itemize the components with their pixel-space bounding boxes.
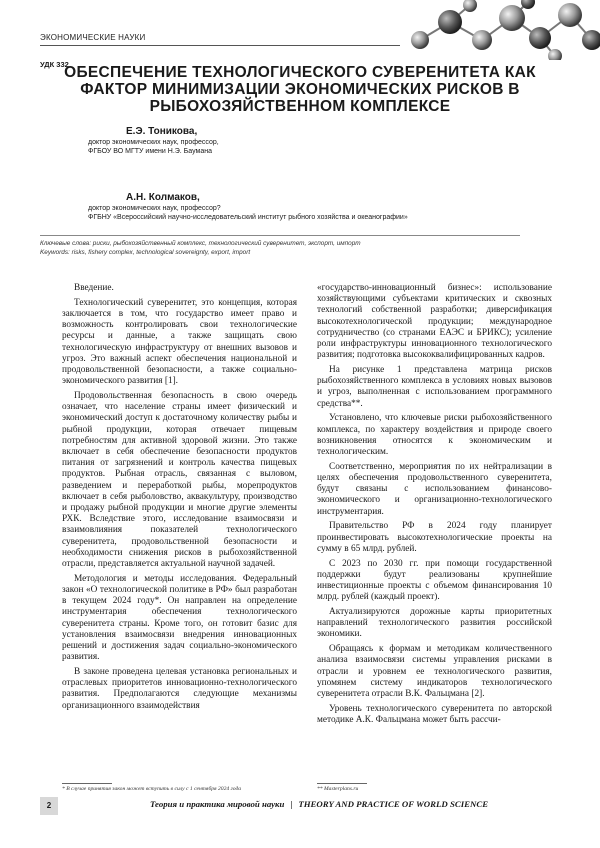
journal-name-ru: Теория и практика мировой науки — [150, 799, 285, 809]
molecule-decoration-image — [400, 0, 600, 60]
paragraph: Обращаясь к формам и методикам количественного анализа взаимосвязи системы управления рисками в отрасли и уровнем ее технологического развития, упомянем систему индикаторов технологического суверенитета отрасли В.К. Фальцмана [2]. — [317, 644, 552, 700]
paragraph: «государство-инновационный бизнес»: использование хозяйствующими субъектами критических и сквозных технологий собственной разработки; диверсификация высокотехнологической продукции; международное сотрудничество (со странами ЕАЭС и БРИКС); усиление роли инфраструктуры инновационного технологического развития; подготовка высококвалифицированных кадров. — [317, 283, 552, 361]
author-2-degree: доктор экономических наук, профессор? — [88, 204, 221, 212]
paragraph: Технологический суверенитет, это концепция, которая заключается в том, что государство имеет право и возможность контролировать свои технологические ресурсы и данные, а также защищать свою технологическую инфраструктуру от внешних вызовов и угроз. Это важный аспект обеспечения национальной и продовольственной безопасности, а также социально-экономического развития [1]. — [62, 297, 297, 387]
author-1-name: Е.Э. Тоникова, — [126, 126, 198, 137]
paragraph: Установлено, что ключевые риски рыбохозяйственного комплекса, по характеру воздействия и природе своего возникновения относятся к экономическим и технологическим. — [317, 413, 552, 458]
paragraph: С 2023 по 2030 гг. при помощи государственной поддержки будут реализованы крупнейшие инвестиционные проекты с объемом финансирования 10 млрд. рублей (каждый проект). — [317, 558, 552, 603]
paragraph: На рисунке 1 представлена матрица рисков рыбохозяйственного комплекса в условиях новых вызовов и угроз, выполненная с использованием программного средства**. — [317, 365, 552, 409]
journal-name-en: THEORY AND PRACTICE OF WORLD SCIENCE — [298, 799, 489, 809]
author-1-affiliation: ФГБОУ ВО МГТУ имени Н.Э. Баумана — [88, 148, 212, 155]
paragraph: Актуализируются дорожные карты приоритетных направлений технологического развития российской экономики. — [317, 607, 552, 640]
section-header: ЭКОНОМИЧЕСКИЕ НАУКИ — [40, 33, 146, 42]
author-2-name: А.Н. Колмаков, — [126, 192, 200, 203]
paragraph: Продовольственная безопасность в свою очередь означает, что население страны имеет физический и экономический доступ к достаточному количеству рыбы и рыбной продукции, которая отвечает пищевым потребностям для активной здоровой жизни. Это также включает в себя обеспечение безопасности продуктов питания от загрязнений и контроль качества пищевых продуктов. Рыбная отрасль, связанная с выловом, разведением и переработкой рыбы, морепродуктов включает в себя рыболовство, аквакультуру, производство и продажу рыбной продукции и многие другие элементы РХК. Вследствие этого, исследование взаимосвязи и взаимовлияния показателей технологического суверенитета, продовольственной безопасности и необходимости снижения рисков в рыбохозяйственной отрасли, представляется актуальной научной задачей. — [62, 391, 297, 570]
keywords-block — [40, 240, 361, 257]
footnote-left: * В случае принятия закон может вступить в силу с 1 сентября 2024 года — [62, 786, 242, 792]
paragraph: Введение. — [74, 283, 114, 293]
footnote-rule-left — [62, 783, 112, 784]
paragraph: Правительство РФ в 2024 году планирует проинвестировать высокотехнологические проекты на сумму в 65 млрд. рублей. — [317, 521, 552, 554]
article-title: ОБЕСПЕЧЕНИЕ ТЕХНОЛОГИЧЕСКОГО СУВЕРЕНИТЕТА КАК ФАКТОР МИНИМИЗАЦИИ ЭКОНОМИЧЕСКИХ РИСКОВ В РЫБОХОЗЯЙСТВЕННОМ КОМПЛЕКСЕ — [64, 64, 536, 115]
keywords-rule — [40, 235, 520, 236]
paragraph: В законе проведена целевая установка региональных и отраслевых приоритетов инновационно-технологического развития. Предполагаются следующие механизмы организационного взаимодействия — [62, 667, 297, 711]
udk-code: УДК 332 — [40, 60, 69, 69]
author-2-affiliation: ФГБНУ «Всероссийский научно-исследовательский институт рыбного хозяйства и океанографии» — [88, 214, 408, 221]
footnote-right: ** Masterplans.ru — [317, 786, 359, 792]
footnote-rule-right — [317, 783, 367, 784]
journal-footer — [150, 799, 488, 809]
author-1-degree: доктор экономических наук, профессор, — [88, 138, 219, 146]
keywords-ru: Ключевые слова: риски, рыбохозяйственный комплекс, технологический суверенитет, экспорт, импорт — [40, 240, 361, 247]
paragraph: Соответственно, мероприятия по их нейтрализации в целях обеспечения продовольственного суверенитета, будут связаны с использованием финансово-экономического и организационно-технологического инструментария. — [317, 461, 552, 517]
author-1 — [88, 127, 219, 157]
keywords-en: Keywords: risks, fishery complex, technological sovereignty, export, import — [40, 248, 251, 256]
paragraph: Уровень технологического суверенитета по авторской методике А.К. Фальцмана может быть рассчи- — [317, 703, 552, 726]
body-column-left — [62, 283, 297, 715]
body-column-right — [317, 283, 552, 730]
author-2 — [88, 193, 408, 223]
footer-separator: | — [290, 799, 293, 809]
header-rule — [40, 45, 400, 46]
paragraph: Методология и методы исследования. Федеральный закон «О технологической политике в РФ» был разработан в текущем 2024 году*. Он направлен на определение инструментария обеспечения технологического суверенитета страны. Кроме того, он готовит базис для установления взаимосвязи внедрения инновационных решений и достижения задач социально-экономического развития. — [62, 573, 297, 663]
page-number: 2 — [40, 797, 58, 815]
